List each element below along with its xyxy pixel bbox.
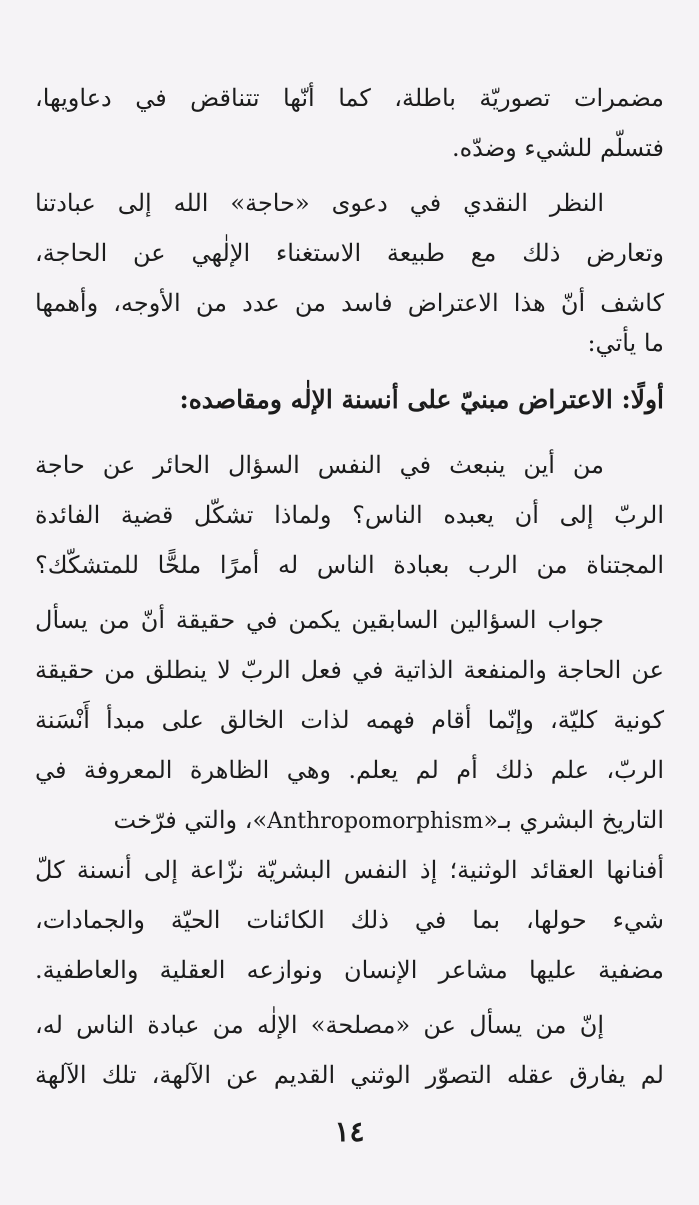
paragraph4-line6: أفنانها العقائد الوثنية؛ إذ النفس البشريّة نزّاعة إلى أنسنة كلّ [35, 856, 664, 884]
paragraph1-line1: مضمرات تصوريّة باطلة، كما أنّها تتناقض في دعاويها، [35, 84, 664, 112]
paragraph3-line2: الربّ إلى أن يعبده الناس؟ ولماذا تشكّل قضية الفائدة [35, 501, 664, 529]
paragraph4-line3: كونية كليّة، وإنّما أقام فهمه لذات الخالق على مبدأ أَنْسَنة [35, 706, 664, 734]
paragraph2-line1: النظر النقدي في دعوى «حاجة» الله إلى عبادتنا [35, 189, 604, 217]
anthropomorphism-term: Anthropomorphism [267, 809, 484, 834]
section-heading [179, 380, 664, 420]
paragraph5-line2: لم يفارق عقله التصوّر الوثني القديم عن الآلهة، تلك الآلهة [35, 1061, 664, 1089]
paragraph2-line2: وتعارض ذلك مع طبيعة الاستغناء الإلٰهي عن الحاجة، [35, 239, 664, 267]
paragraph5-line1: إنّ من يسأل عن «مصلحة» الإلٰه من عبادة الناس له، [35, 1011, 604, 1039]
page-number: ١٤ [334, 1115, 365, 1148]
paragraph4-line5-start: التاريخ البشري بـ« [483, 806, 664, 834]
paragraph4-line7: شيء حولها، بما في ذلك الكائنات الحيّة والجمادات، [35, 906, 664, 934]
paragraph4-line1: جواب السؤالين السابقين يكمن في حقيقة أنّ من يسأل [35, 606, 604, 634]
paragraph1-line2: فتسلّم للشيء وضدّه. [451, 134, 664, 162]
paragraph2-line4: ما يأتي: [587, 329, 664, 357]
paragraph4-line4: الربّ، علم ذلك أم لم يعلم. وهي الظاهرة المعروفة في [35, 756, 664, 784]
paragraph3-line1: من أين ينبعث في النفس السؤال الحائر عن حاجة [35, 451, 604, 479]
section-heading-prefix: أولًا: [621, 385, 664, 414]
paragraph4-line5 [114, 800, 664, 840]
paragraph2-line3: كاشف أنّ هذا الاعتراض فاسد من عدد من الأوجه، وأهمها [35, 289, 664, 317]
paragraph3-line3: المجتناة من الرب بعبادة الناس له أمرًا ملحًّا للمتشكّك؟ [35, 551, 664, 579]
section-heading-text: الاعتراض مبنيّ على أنسنة الإلٰه ومقاصده: [179, 385, 613, 414]
paragraph4-line2: عن الحاجة والمنفعة الذاتية في فعل الربّ لا ينطلق من حقيقة [35, 656, 664, 684]
paragraph4-line5-end: »، والتي فرّخت [113, 806, 268, 834]
paragraph4-line8: مضفية عليها مشاعر الإنسان ونوازعه العقلية والعاطفية. [35, 956, 664, 984]
